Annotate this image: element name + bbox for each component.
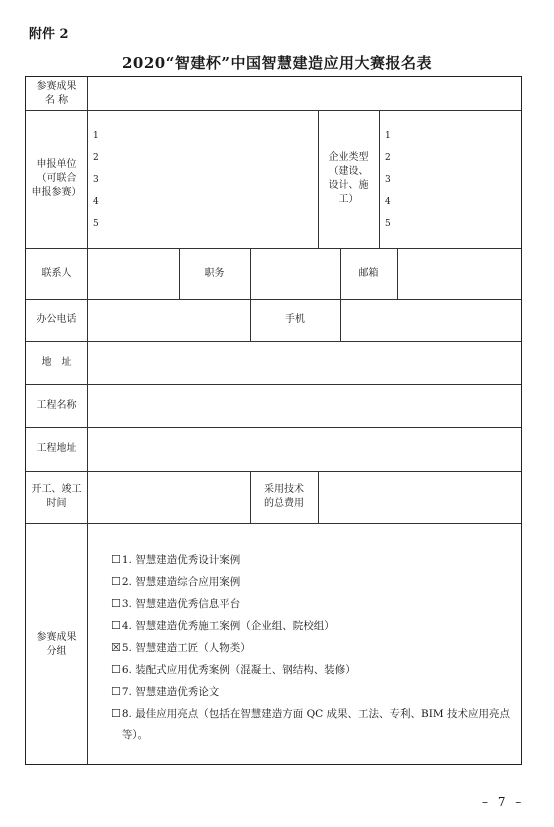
category-option[interactable] (111, 637, 516, 659)
entry-name-label: 参赛成果 名 称 (36, 80, 77, 106)
category-option-label: 4. 智慧建造优秀施工案例（企业组、院校组） (121, 620, 335, 632)
list-item: 1 (385, 131, 391, 141)
position-label: 职务 (204, 267, 225, 279)
category-option[interactable] (111, 615, 516, 637)
start-end-label: 开工、竣工 时间 (31, 484, 82, 509)
list-item: 2 (385, 153, 391, 163)
project-name-label: 工程名称 (36, 399, 77, 411)
list-item: 3 (385, 175, 391, 185)
checkbox-icon[interactable]: ☐ (111, 597, 121, 610)
category-option[interactable] (111, 681, 516, 703)
category-option-label: 8. 最佳应用亮点（包括在智慧建造方面 QC 成果、工法、专利、BIM 技术应用亮点等）。 (121, 708, 510, 741)
category-option-label: 6. 装配式应用优秀案例（混凝土、钢结构、装修） (121, 664, 356, 676)
attachment-label: 附件 2 (29, 27, 69, 42)
checkbox-icon[interactable]: ☐ (111, 575, 121, 588)
enterprise-type-label: 企业类型 （建设、 设计、施 工） (328, 152, 369, 205)
checkbox-icon[interactable]: ☐ (111, 685, 121, 698)
applicant-number-list (93, 125, 99, 235)
category-option-label: 1. 智慧建造优秀设计案例 (121, 554, 241, 566)
category-option-label: 7. 智慧建造优秀论文 (121, 686, 220, 698)
category-label: 参赛成果 分组 (36, 631, 77, 657)
office-phone-label: 办公电话 (36, 314, 77, 325)
category-option-label: 3. 智慧建造优秀信息平台 (121, 598, 241, 610)
address-label: 地 址 (41, 356, 72, 368)
contact-label: 联系人 (41, 267, 72, 279)
list-item: 2 (93, 153, 99, 163)
category-option-label: 5. 智慧建造工匠（人物类） (121, 642, 251, 654)
page-title: 2020“智建杯”中国智慧建造应用大赛报名表 (121, 54, 432, 72)
applicant-label: 申报单位 （可联合 申报参赛） (31, 159, 82, 198)
mobile-label: 手机 (285, 314, 305, 325)
list-item: 5 (385, 219, 391, 229)
registration-form (25, 76, 522, 765)
list-item: 1 (93, 131, 99, 141)
checkbox-icon[interactable]: ☐ (111, 663, 121, 676)
category-option-label: 2. 智慧建造综合应用案例 (121, 576, 241, 588)
enterprise-number-list (385, 125, 391, 235)
total-cost-label: 采用技术 的总费用 (264, 484, 304, 509)
email-label: 邮箱 (358, 267, 379, 279)
category-option[interactable] (111, 593, 516, 615)
category-option[interactable] (111, 571, 516, 593)
list-item: 4 (93, 197, 99, 207)
checkbox-icon[interactable]: ☐ (111, 553, 121, 566)
checkbox-icon[interactable]: ☐ (111, 707, 121, 720)
checkbox-icon[interactable]: ☐ (111, 619, 121, 632)
list-item: 4 (385, 197, 391, 207)
category-option[interactable] (111, 703, 516, 746)
category-option[interactable] (111, 549, 516, 571)
list-item: 3 (93, 175, 99, 185)
category-option[interactable] (111, 659, 516, 681)
list-item: 5 (93, 219, 99, 229)
checked-checkbox-icon[interactable]: ☒ (111, 641, 121, 654)
page-number: – 7 – (482, 795, 525, 809)
category-options (111, 549, 516, 746)
project-address-label: 工程地址 (36, 443, 77, 454)
